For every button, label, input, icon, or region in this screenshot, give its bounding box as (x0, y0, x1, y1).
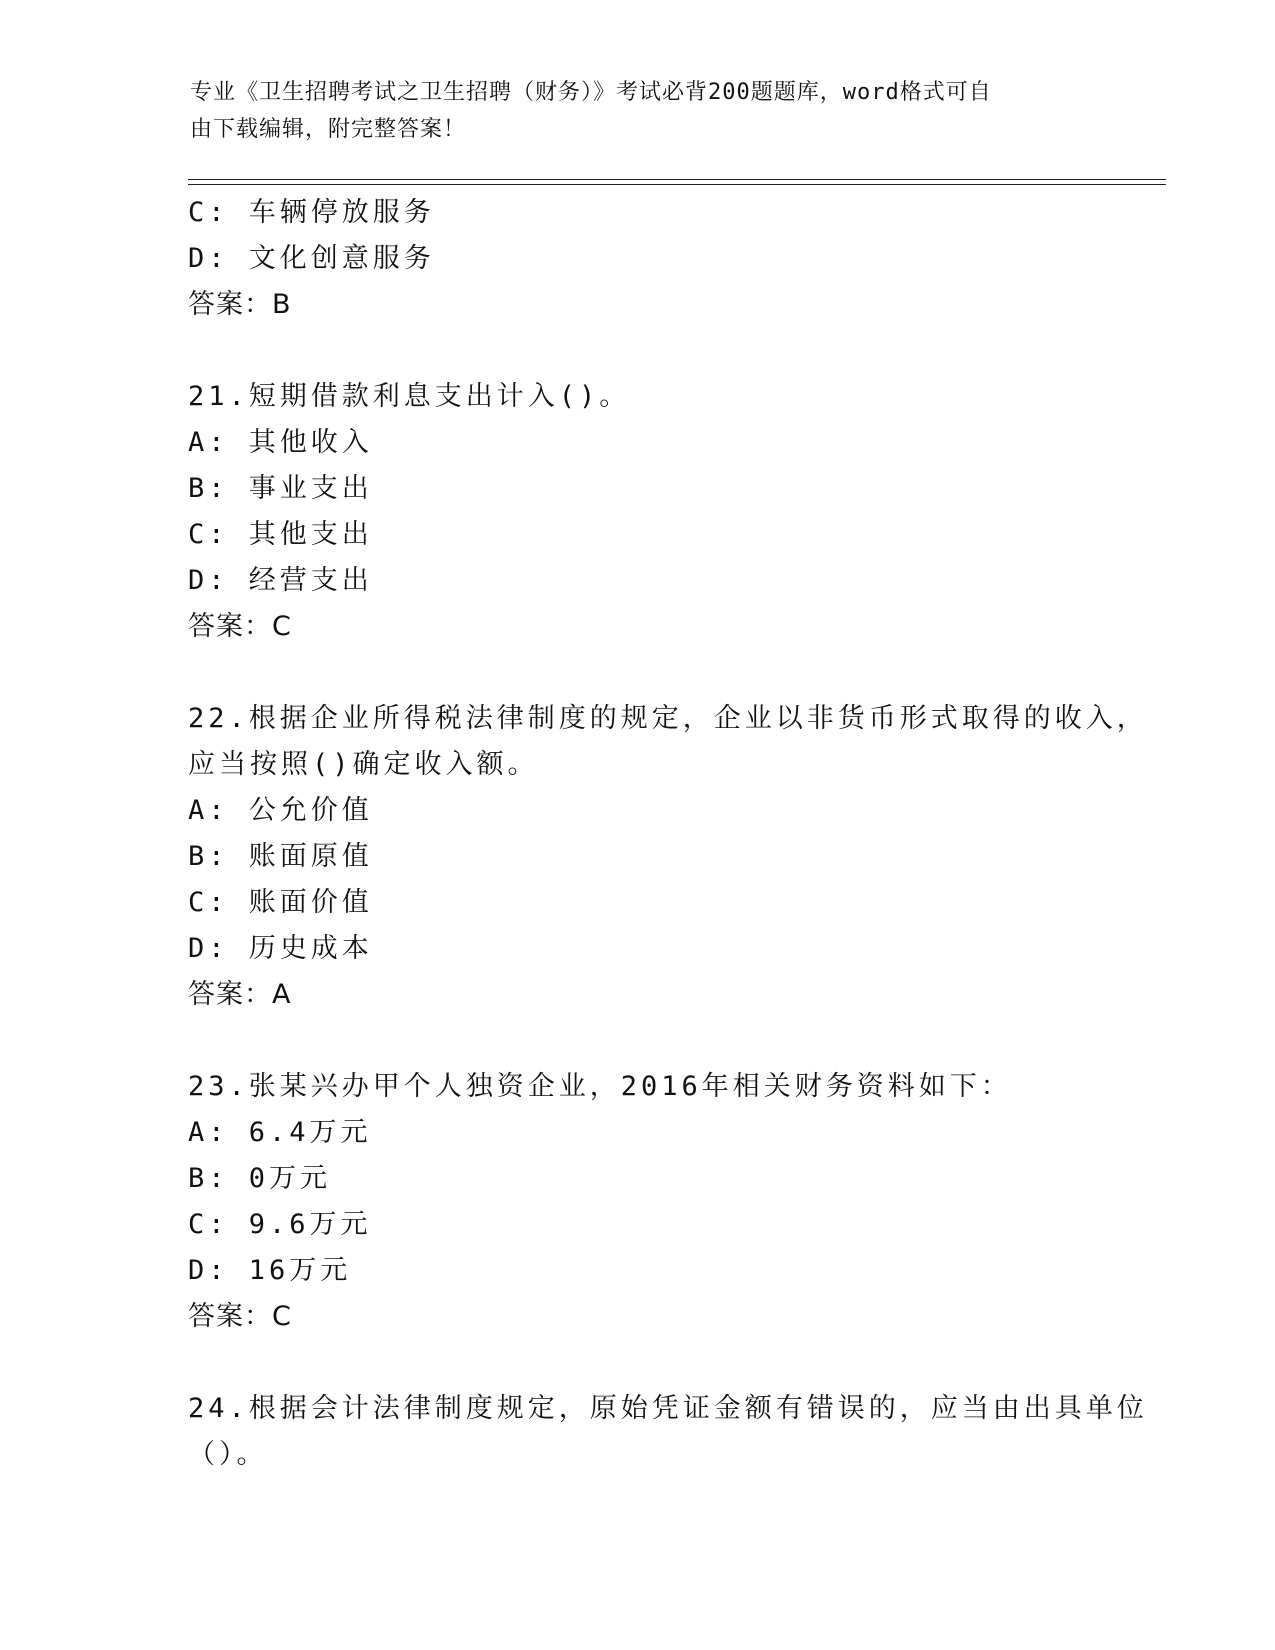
answer: 答案：C (188, 1301, 292, 1332)
answer: 答案：A (188, 979, 292, 1010)
option-d: D: 历史成本 (188, 933, 373, 964)
option-b: B: 账面原值 (188, 841, 373, 872)
question-stem: 23.张某兴办甲个人独资企业，2016年相关财务资料如下： (188, 1071, 1012, 1102)
header-line-2: 由下载编辑，附完整答案！ (190, 117, 467, 142)
option-a: A: 其他收入 (188, 427, 373, 458)
header-divider-bottom (188, 184, 1166, 185)
question-24 (188, 1386, 1168, 1478)
question-stem-line-2: 应当按照()确定收入额。 (188, 749, 539, 780)
option-c: C: 其他支出 (188, 519, 373, 550)
question-stem-line-1: 24.根据会计法律制度规定，原始凭证金额有错误的，应当由出具单位 (188, 1393, 1148, 1424)
option-d: D: 文化创意服务 (188, 243, 435, 274)
header-divider-top (188, 179, 1166, 180)
question-stem-line-1: 22.根据企业所得税法律制度的规定，企业以非货币形式取得的收入， (188, 703, 1148, 734)
option-d: D: 16万元 (188, 1255, 352, 1286)
question-20 (188, 190, 1168, 328)
header-line-1: 专业《卫生招聘考试之卫生招聘（财务）》考试必背200题题库，word格式可自 (190, 80, 992, 105)
option-a: A: 公允价值 (188, 795, 373, 826)
question-22 (188, 696, 1168, 1018)
answer: 答案：B (188, 289, 292, 320)
answer: 答案：C (188, 611, 292, 642)
question-stem-line-2: （）。 (188, 1439, 268, 1470)
option-b: B: 事业支出 (188, 473, 373, 504)
question-23 (188, 1064, 1168, 1340)
document-header (190, 74, 1090, 148)
option-c: C: 车辆停放服务 (188, 197, 435, 228)
option-a: A: 6.4万元 (188, 1117, 372, 1148)
option-c: C: 9.6万元 (188, 1209, 372, 1240)
question-stem: 21.短期借款利息支出计入()。 (188, 381, 631, 412)
option-b: B: 0万元 (188, 1163, 332, 1194)
question-list (188, 190, 1168, 1478)
option-d: D: 经营支出 (188, 565, 373, 596)
option-c: C: 账面价值 (188, 887, 373, 918)
question-21 (188, 374, 1168, 650)
